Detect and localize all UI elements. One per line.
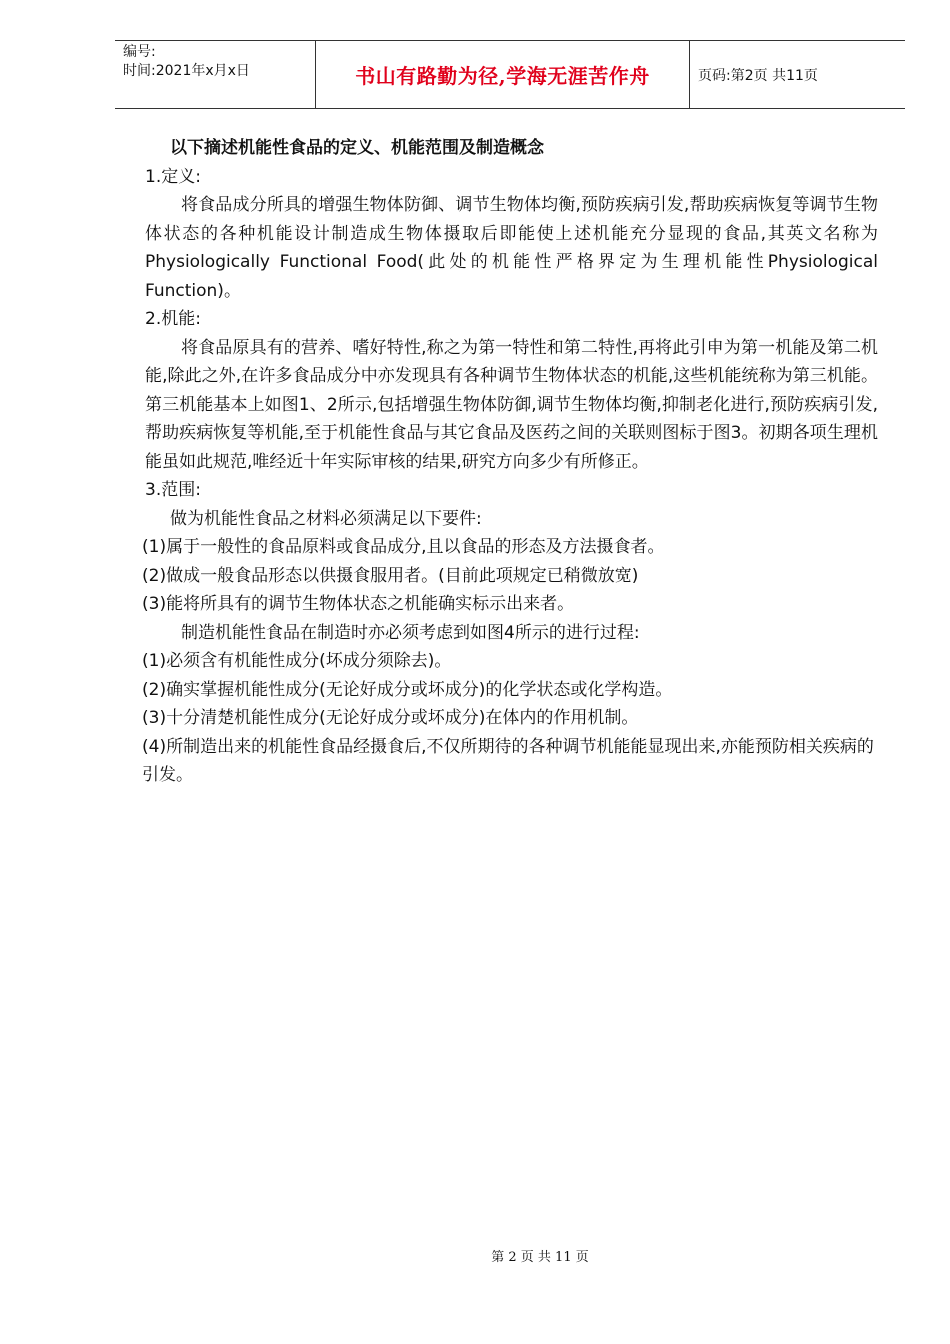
section-3-heading: 3.范围:: [145, 480, 201, 500]
manufacturing-item-3: (3)十分清楚机能性成分(无论好成分或坏成分)在体内的作用机制。: [142, 708, 639, 728]
section-3-intro: 做为机能性食品之材料必须满足以下要件:: [170, 508, 482, 529]
header-motto-cell: [316, 41, 690, 108]
date-label: 时间:2021年x月x日: [123, 63, 250, 79]
requirement-item-2: (2)做成一般食品形态以供摄食服用者。(目前此项规定已稍微放宽): [142, 565, 639, 586]
manufacturing-item-2: (2)确实掌握机能性成分(无论好成分或坏成分)的化学状态或化学构造。: [142, 679, 673, 700]
section-1-paragraph: 将食品成分所具的增强生物体防御、调节生物体均衡,预防疾病引发,帮助疾病恢复等调节生物体状态的各种机能设计制造成生物体摄取后即能使上述机能充分显现的食品,其英文名称为Physiologically Functional Food(此处的机能性严格界定为生理机能性Physiological Function)。: [145, 195, 878, 301]
section-1-heading: 1.定义:: [145, 166, 201, 187]
serial-label: 编号:: [123, 44, 156, 60]
section-2-heading: 2.机能:: [145, 309, 201, 329]
manufacturing-item-1: (1)必须含有机能性成分(坏成分须除去)。: [142, 651, 452, 671]
document-title: 以下摘述机能性食品的定义、机能范围及制造概念: [170, 138, 544, 158]
header-page-info: 页码:第2页 共11页: [698, 67, 818, 84]
document-body: [142, 134, 878, 790]
header-motto: 书山有路勤为径,学海无涯苦作舟: [355, 64, 650, 88]
page-header: [115, 40, 905, 109]
page-footer: 第 2 页 共 11 页: [491, 1250, 589, 1265]
header-page-cell: [690, 41, 905, 108]
header-meta-cell: [115, 41, 316, 108]
manufacturing-item-4: (4)所制造出来的机能性食品经摄食后,不仅所期待的各种调节机能能显现出来,亦能预防相关疾病的引发。: [142, 736, 874, 785]
requirement-item-1: (1)属于一般性的食品原料或食品成分,且以食品的形态及方法摄食者。: [142, 537, 665, 557]
section-2-paragraph: 将食品原具有的营养、嗜好特性,称之为第一特性和第二特性,再将此引申为第一机能及第二机能,除此之外,在许多食品成分中亦发现具有各种调节生物体状态的机能,这些机能统称为第三机能。第三机能基本上如图1、2所示,包括增强生物体防御,调节生物体均衡,抑制老化进行,预防疾病引发,帮助疾病恢复等机能,至于机能性食品与其它食品及医药之间的关联则图标于图3。初期各项生理机能虽如此规范,唯经近十年实际审核的结果,研究方向多少有所修正。: [145, 337, 878, 472]
requirement-item-3: (3)能将所具有的调节生物体状态之机能确实标示出来者。: [142, 594, 575, 614]
manufacturing-intro: 制造机能性食品在制造时亦必须考虑到如图4所示的进行过程:: [181, 622, 640, 643]
